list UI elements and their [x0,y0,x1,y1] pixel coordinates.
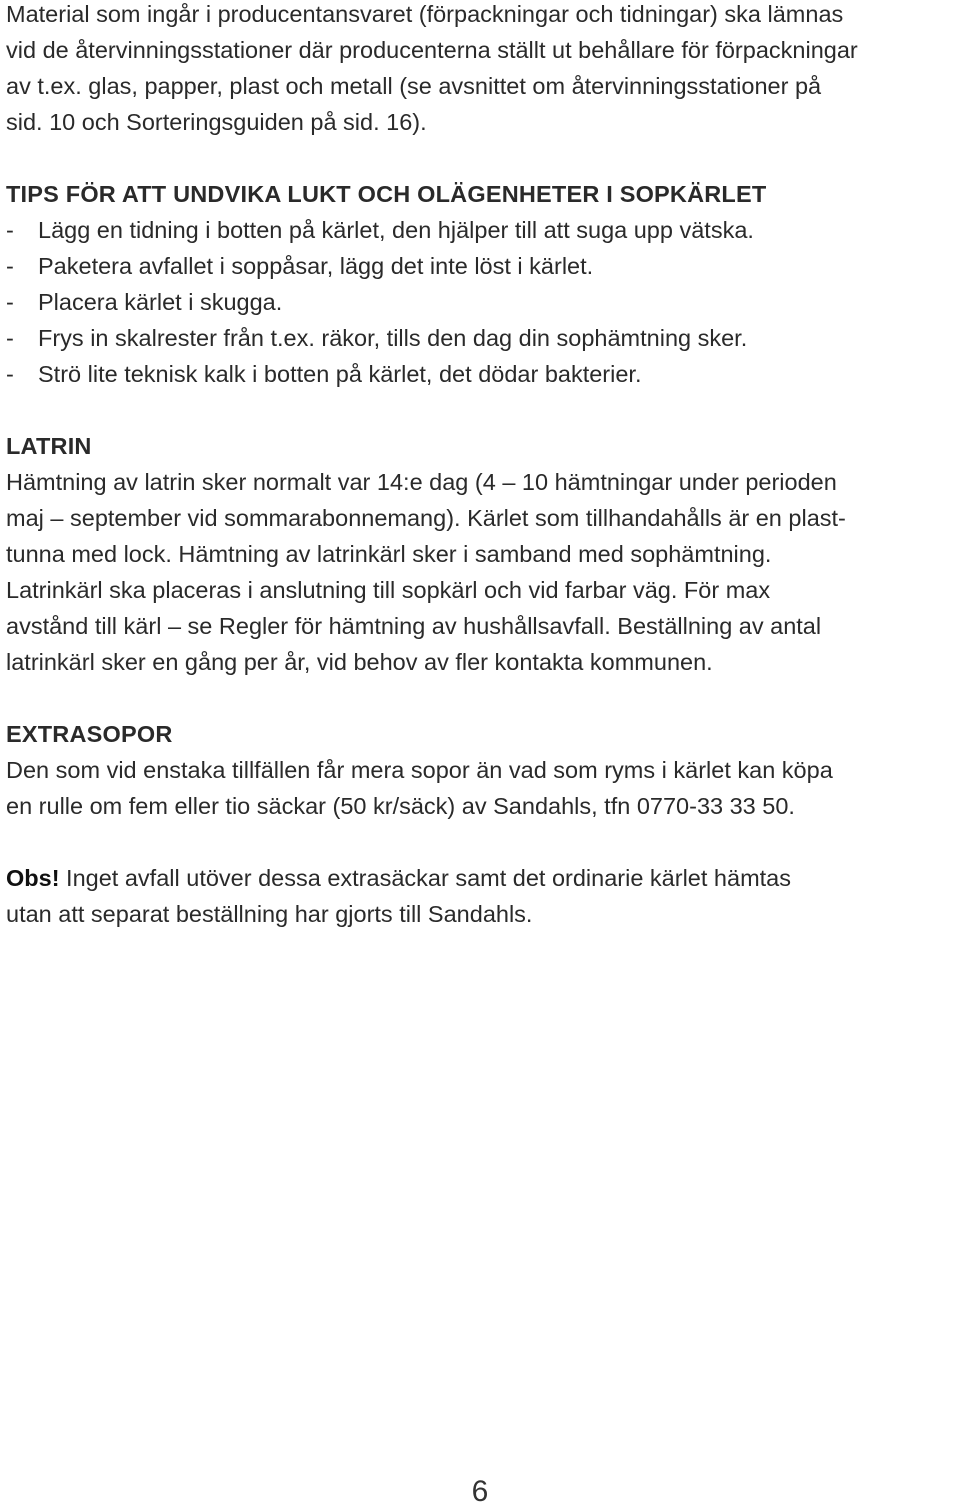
latrin-line: maj – september vid sommarabonnemang). Kärlet som tillhandahålls är en plast- [6,505,846,531]
list-item [6,320,954,356]
obs-note [6,860,954,932]
spacer [6,680,954,716]
list-item-text: Lägg en tidning i botten på kärlet, den hjälper till att suga upp vätska. [38,217,754,243]
latrin-heading: LATRIN [6,433,92,459]
list-item [6,284,954,320]
intro-line: sid. 10 och Sorteringsguiden på sid. 16). [6,109,427,135]
tips-list [6,212,954,392]
latrin-line: Latrinkärl ska placeras i anslutning till sopkärl och vid farbar väg. För max [6,577,771,603]
page-number: 6 [471,1475,489,1508]
document-page [6,0,954,932]
extrasopor-section [6,716,954,824]
latrin-section [6,428,954,680]
bullet-dash: - [6,253,14,279]
intro-line: vid de återvinningsstationer där producenterna ställt ut behållare för förpackningar [6,37,858,63]
tips-heading: TIPS FÖR ATT UNDVIKA LUKT OCH OLÄGENHETER I SOPKÄRLET [6,181,767,207]
latrin-line: avstånd till kärl – se Regler för hämtning av hushållsavfall. Beställning av antal [6,613,822,639]
tips-section [6,176,954,392]
latrin-line: tunna med lock. Hämtning av latrinkärl sker i samband med sophämtning. [6,541,772,567]
bullet-dash: - [6,289,14,315]
list-item-text: Strö lite teknisk kalk i botten på kärlet, det dödar bakterier. [38,361,642,387]
latrin-line: latrinkärl sker en gång per år, vid behov av fler kontakta kommunen. [6,649,713,675]
list-item [6,212,954,248]
extrasopor-line: Den som vid enstaka tillfällen får mera sopor än vad som ryms i kärlet kan köpa [6,757,833,783]
spacer [6,824,954,860]
obs-line: utan att separat beställning har gjorts till Sandahls. [6,901,533,927]
list-item-text: Frys in skalrester från t.ex. räkor, tills den dag din sophämtning sker. [38,325,748,351]
bullet-dash: - [6,325,14,351]
list-item [6,356,954,392]
spacer [6,140,954,176]
intro-paragraph [6,0,954,140]
list-item [6,248,954,284]
extrasopor-line: en rulle om fem eller tio säckar (50 kr/säck) av Sandahls, tfn 0770-33 33 50. [6,793,795,819]
list-item-text: Paketera avfallet i soppåsar, lägg det inte löst i kärlet. [38,253,594,279]
obs-text: Inget avfall utöver dessa extrasäckar samt det ordinarie kärlet hämtas [59,865,791,891]
obs-line [6,860,954,896]
intro-line: Material som ingår i producentansvaret (förpackningar och tidningar) ska lämnas [6,1,844,27]
list-item-text: Placera kärlet i skugga. [38,289,283,315]
bullet-dash: - [6,217,14,243]
obs-label: Obs! [6,865,60,891]
latrin-line: Hämtning av latrin sker normalt var 14:e dag (4 – 10 hämtningar under perioden [6,469,837,495]
spacer [6,392,954,428]
bullet-dash: - [6,361,14,387]
extrasopor-heading: EXTRASOPOR [6,721,173,747]
intro-line: av t.ex. glas, papper, plast och metall (se avsnittet om återvinningsstationer på [6,73,822,99]
